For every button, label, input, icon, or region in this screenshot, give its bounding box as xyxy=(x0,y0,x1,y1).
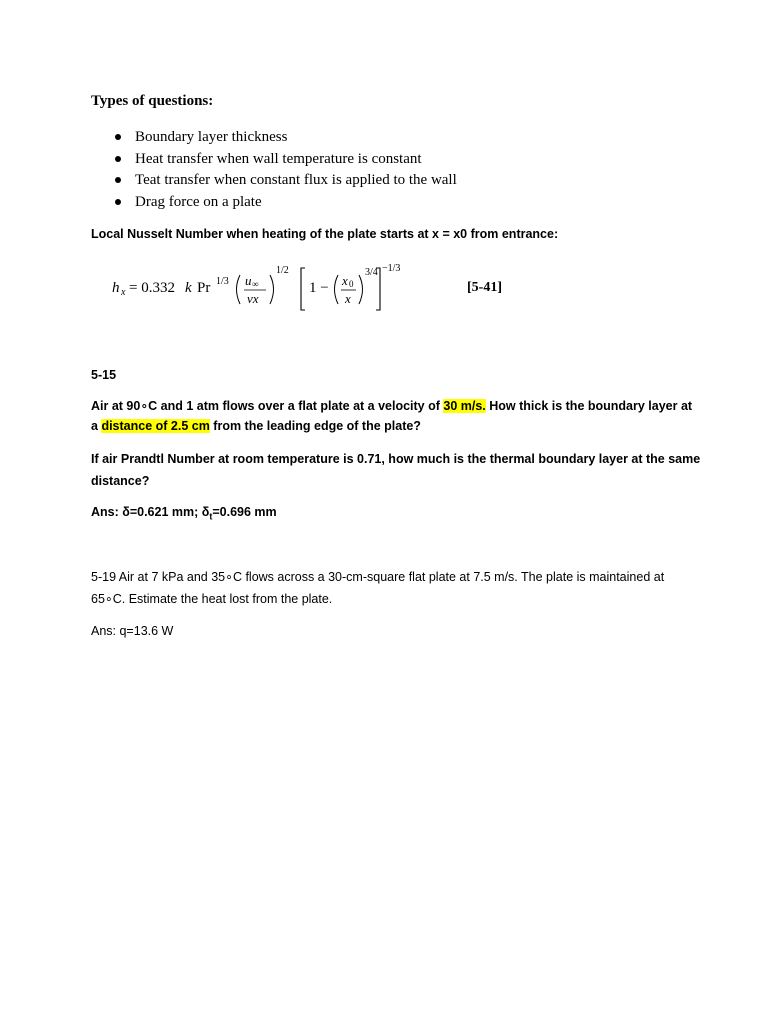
problem-text: from the leading edge of the plate? xyxy=(209,419,421,433)
paren-left-icon xyxy=(335,275,339,304)
answer-subscript: t xyxy=(209,511,213,522)
eq-coef: = 0.332 xyxy=(129,280,175,296)
problem-515-answer xyxy=(91,501,277,528)
answer-text: Ans: δ=0.621 mm; δ xyxy=(91,505,210,519)
paren-right-icon xyxy=(359,275,363,304)
problem-text: If air Prandtl Number at room temperature is 0.71, how much is the thermal boundary layer at the same xyxy=(91,452,701,466)
equation-reference: [5-41] xyxy=(467,280,502,295)
bracket-left-icon xyxy=(301,268,305,310)
eq-u-num: u xyxy=(245,273,252,288)
eq-x0-num: x xyxy=(342,273,348,288)
eq-x0-sub: 0 xyxy=(349,279,354,289)
problem-text: 5-19 Air at 7 kPa and 35∘C flows across a 30-cm-square flat plate at 7.5 m/s. The plate is maintained at xyxy=(91,570,665,584)
list-item-label: Drag force on a plate xyxy=(135,193,262,210)
list-item xyxy=(91,170,457,192)
list-item-label: Heat transfer when wall temperature is constant xyxy=(135,150,422,167)
eq-u-sub: ∞ xyxy=(252,279,259,289)
bullet-icon xyxy=(115,199,121,205)
list-item xyxy=(91,127,457,149)
eq-lhs: h xyxy=(112,280,120,296)
eq-outer-exp: −1/3 xyxy=(382,263,401,274)
section-heading: Types of questions: xyxy=(91,93,214,109)
list-item-label: Teat transfer when constant flux is applied to the wall xyxy=(135,172,457,188)
problem-519-answer: Ans: q=13.6 W xyxy=(91,624,174,638)
problem-515-question-2 xyxy=(91,448,700,492)
bullet-icon xyxy=(115,177,121,183)
problem-515-line-2 xyxy=(91,415,421,437)
problem-text: How thick is the boundary layer at xyxy=(485,399,693,413)
bullet-icon xyxy=(115,134,121,140)
problem-text: Air at 90∘C and 1 atm flows over a flat plate at a velocity of xyxy=(91,399,444,413)
question-type-list xyxy=(91,127,457,213)
eq-x-den: x xyxy=(345,291,351,306)
eq-pr-exp: 1/3 xyxy=(216,276,229,287)
list-item xyxy=(91,192,457,214)
list-item-label: Boundary layer thickness xyxy=(135,129,288,145)
problem-text: a xyxy=(91,419,102,433)
nusselt-heading: Local Nusselt Number when heating of the plate starts at x = x0 from entrance: xyxy=(91,227,559,241)
eq-frac-exp: 1/2 xyxy=(276,265,289,276)
problem-text: distance? xyxy=(91,474,150,488)
eq-one-minus: 1 − xyxy=(309,280,329,296)
eq-k: k xyxy=(185,280,192,296)
problem-text: 65∘C. Estimate the heat lost from the plate. xyxy=(91,592,333,606)
list-item xyxy=(91,149,457,171)
paren-right-icon xyxy=(270,275,274,304)
eq-inner-exp: 3/4 xyxy=(365,267,378,278)
eq-u-den: νx xyxy=(247,291,259,306)
problem-number: 5-15 xyxy=(91,368,117,382)
paren-left-icon xyxy=(237,275,241,304)
nusselt-equation xyxy=(112,262,512,314)
bullet-icon xyxy=(115,156,121,162)
eq-lhs-sub: x xyxy=(121,287,126,298)
highlighted-text: 30 m/s. xyxy=(443,399,486,413)
problem-515-line-1 xyxy=(91,395,692,417)
eq-pr: Pr xyxy=(197,280,211,296)
problem-519 xyxy=(91,566,664,610)
highlighted-text: distance of 2.5 cm xyxy=(101,419,210,433)
answer-text: =0.696 mm xyxy=(212,505,277,519)
